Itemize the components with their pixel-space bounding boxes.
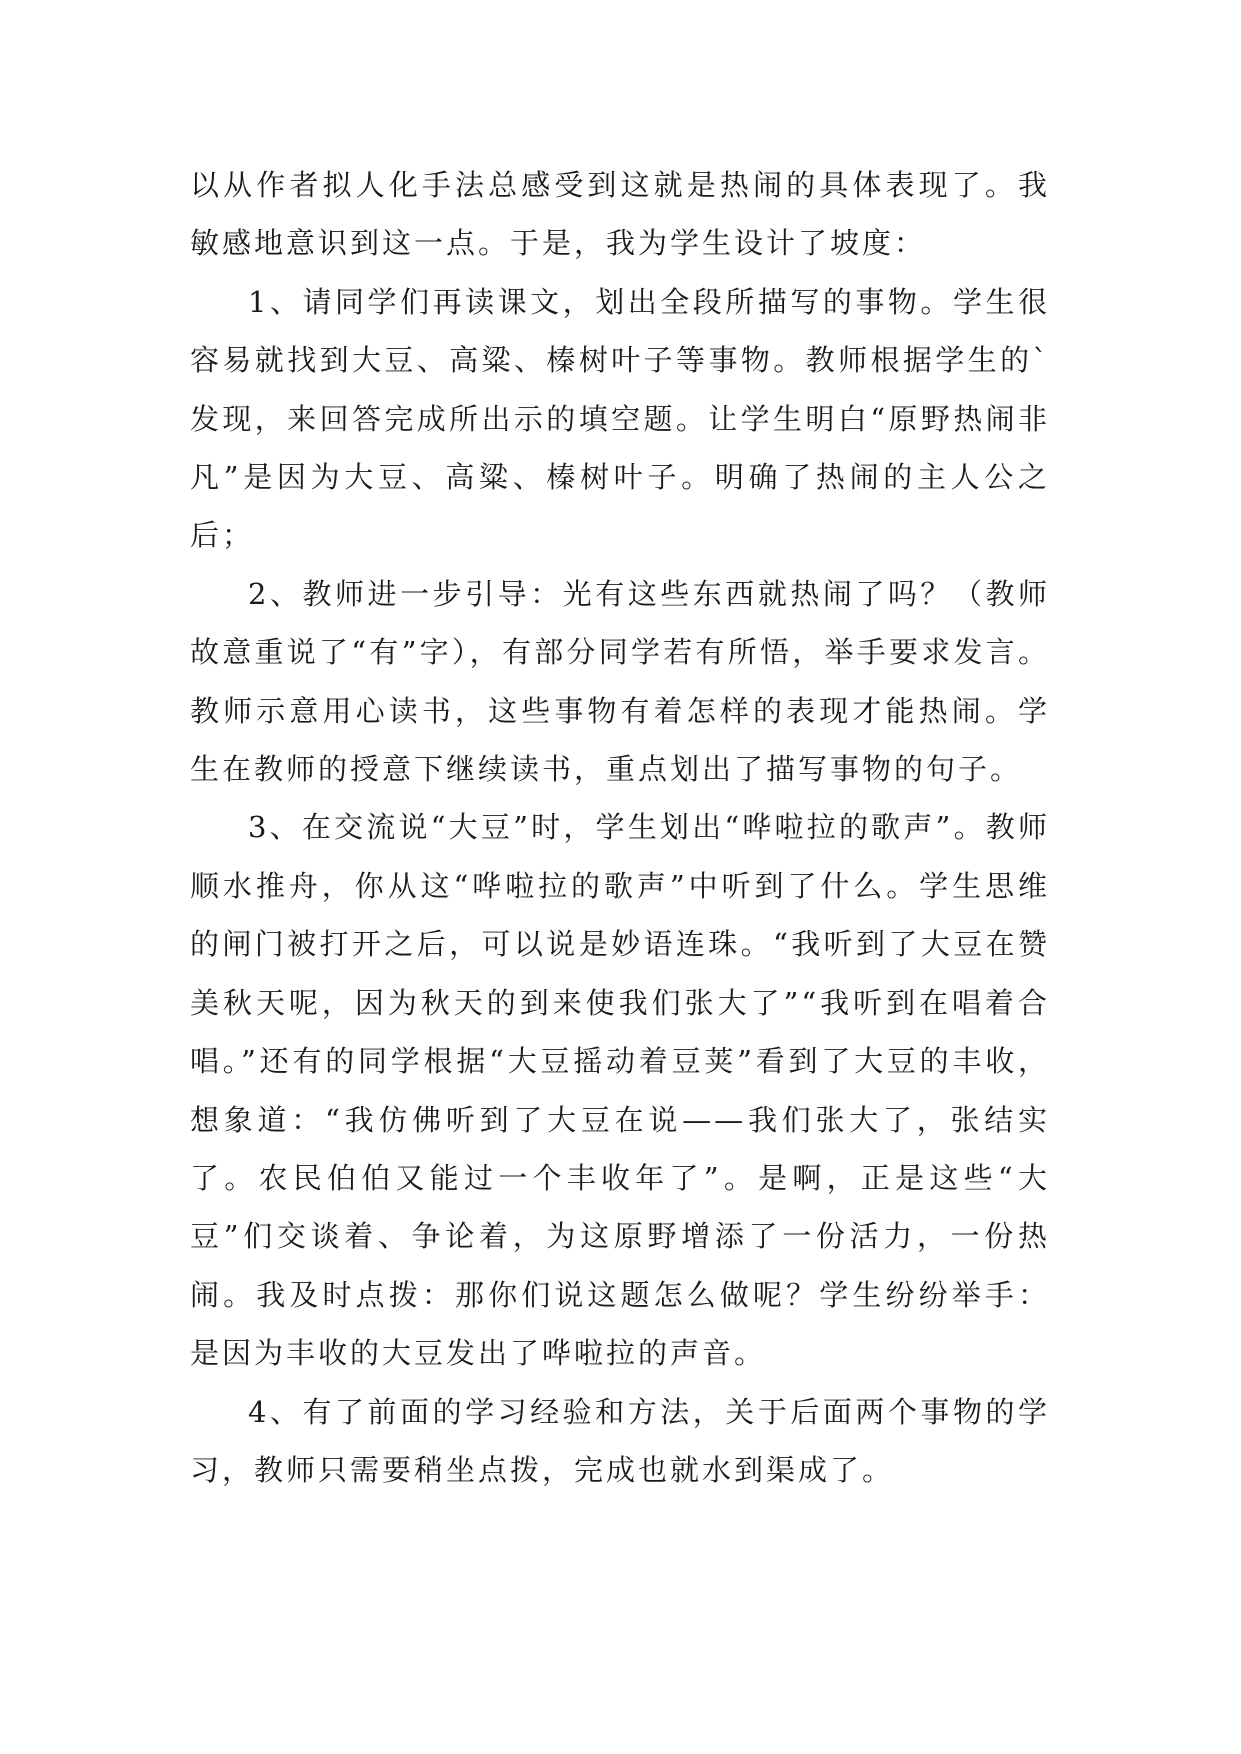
paragraph-step-2: 2、教师进一步引导：光有这些东西就热闹了吗？（教师故意重说了“有”字），有部分同学若有所悟，举手要求发言。教师示意用心读书，这些事物有着怎样的表现才能热闹。学生在教师的授意下继续读书，重点划出了描写事物的句子。 xyxy=(190,576,1050,787)
paragraph-step-3: 3、在交流说“大豆”时，学生划出“哗啦拉的歌声”。教师顺水推舟，你从这“哗啦拉的歌声”中听到了什么。学生思维的闸门被打开之后，可以说是妙语连珠。“我听到了大豆在赞美秋天呢，因为秋天的到来使我们张大了”“我听到在唱着合唱。”还有的同学根据“大豆摇动着豆荚”看到了大豆的丰收，想象道：“我仿佛听到了大豆在说——我们张大了，张结实了。农民伯伯又能过一个丰收年了”。是啊，正是这些“大豆”们交谈着、争论着，为这原野增添了一份活力，一份热闹。我及时点拨：那你们说这题怎么做呢？学生纷纷举手：是因为丰收的大豆发出了哗啦拉的声音。 xyxy=(190,810,1050,1371)
paragraph-continuation: 以从作者拟人化手法总感受到这就是热闹的具体表现了。我敏感地意识到这一点。于是，我为学生设计了坡度： xyxy=(190,168,1050,261)
paragraph-step-4: 4、有了前面的学习经验和方法，关于后面两个事物的学习，教师只需要稍坐点拨，完成也就水到渠成了。 xyxy=(190,1394,1050,1487)
document-body xyxy=(190,156,1050,1499)
paragraph-step-1: 1、请同学们再读课文，划出全段所描写的事物。学生很容易就找到大豆、高粱、榛树叶子等事物。教师根据学生的`发现，来回答完成所出示的填空题。让学生明白“原野热闹非凡”是因为大豆、高粱、榛树叶子。明确了热闹的主人公之后； xyxy=(190,284,1050,553)
